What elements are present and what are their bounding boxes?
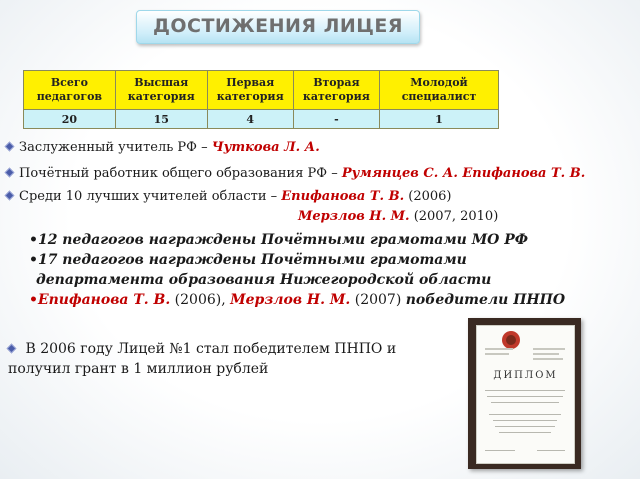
diploma-text-line — [489, 414, 561, 415]
table-header-cell: Всего педагогов — [24, 71, 116, 110]
staff-stats-table — [23, 70, 499, 129]
table-cell: 20 — [24, 110, 116, 129]
grant-line-1: В 2006 году Лицей №1 стал победителем ПНПО и — [8, 341, 396, 357]
award-line-2-continued: департамента образования Нижегородской области — [36, 272, 492, 288]
table-header-cell: Молодой специалист — [379, 71, 498, 110]
diploma-text-line — [485, 390, 565, 391]
award-line-1: •12 педагогов награждены Почётными грамотами МО РФ — [29, 232, 529, 248]
honored-teacher-item: Заслуженный учитель РФ – Чуткова Л. А. — [6, 140, 320, 155]
table-cell: 15 — [115, 110, 207, 129]
top-teachers-item: Среди 10 лучших учителей области – Епифанова Т. В. (2006) — [6, 189, 451, 204]
top-teachers-item-continued: Мерзлов Н. М. (2007, 2010) — [298, 209, 499, 224]
table-header-cell: Высшая категория — [115, 71, 207, 110]
table-cell: - — [293, 110, 379, 129]
diploma-image — [468, 318, 581, 469]
page-title: ДОСТИЖЕНИЯ ЛИЦЕЯ — [152, 15, 404, 37]
diploma-text-line — [487, 396, 563, 397]
table-cell: 1 — [379, 110, 498, 129]
diploma-text-line — [495, 426, 555, 427]
diamond-bullet-icon — [5, 191, 15, 201]
diamond-bullet-icon — [7, 344, 17, 354]
diploma-signature-line — [485, 450, 515, 451]
diploma-text-line — [491, 402, 559, 403]
table-cell: 4 — [207, 110, 293, 129]
table-header-cell: Вторая категория — [293, 71, 379, 110]
table-header-row — [24, 71, 499, 110]
diamond-bullet-icon — [5, 168, 15, 178]
diploma-text-line — [493, 420, 557, 421]
title-banner — [136, 10, 420, 44]
table-header-cell: Первая категория — [207, 71, 293, 110]
award-line-3: •Епифанова Т. В. (2006), Мерзлов Н. М. (2007) победители ПНПО — [29, 292, 566, 308]
grant-line-2: получил грант в 1 миллион рублей — [8, 361, 269, 377]
honorary-worker-item: Почётный работник общего образования РФ – Румянцев С. А. Епифанова Т. В. — [6, 166, 585, 181]
diploma-signature-line — [537, 450, 565, 451]
diploma-paper — [476, 325, 575, 464]
diploma-title: ДИПЛОМ — [493, 370, 558, 381]
award-line-2: •17 педагогов награждены Почётными грамотами — [29, 252, 467, 268]
diamond-bullet-icon — [5, 142, 15, 152]
table-row — [24, 110, 499, 129]
diploma-emblem-icon — [477, 326, 574, 463]
diploma-text-line — [499, 432, 551, 433]
